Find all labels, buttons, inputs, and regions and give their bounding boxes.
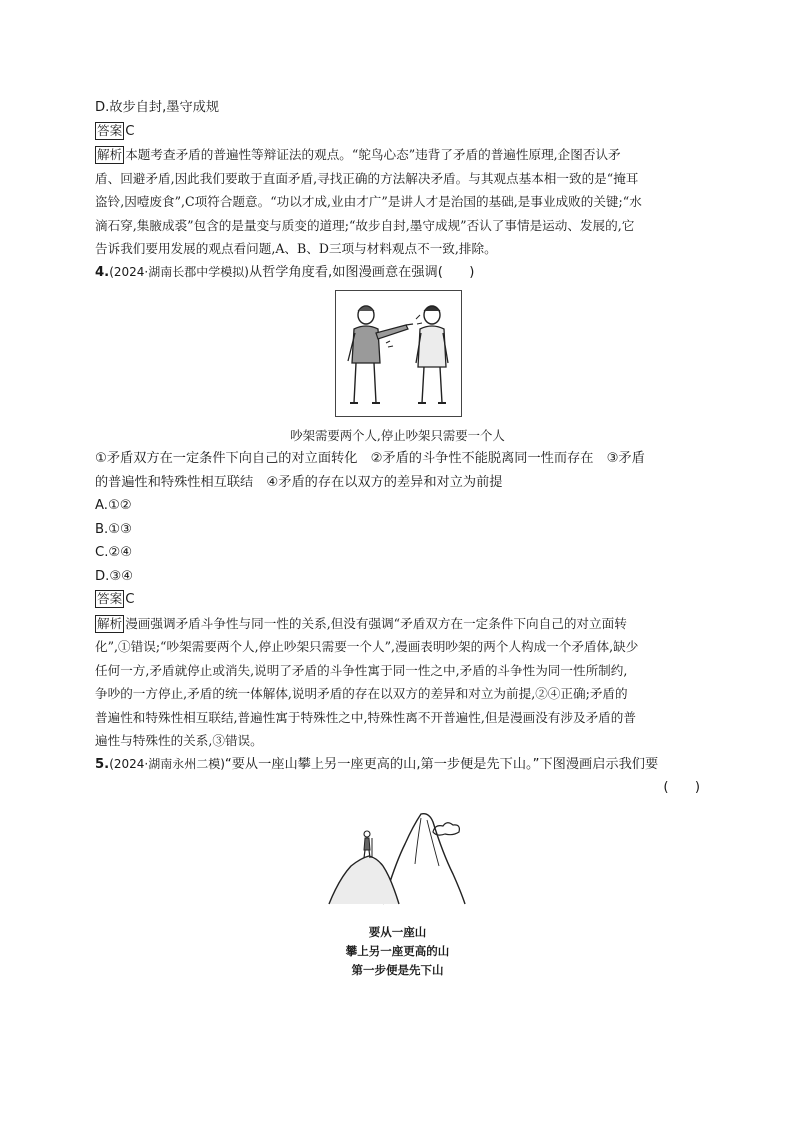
explanation-tag: 解析 <box>97 147 123 162</box>
cartoon-mountains <box>325 804 475 909</box>
question-text: “要从一座山攀上另一座更高的山,第一步便是先下山。”下图漫画启示我们要 <box>224 756 659 772</box>
answer-tag: 答案 <box>97 122 123 138</box>
document-page <box>95 96 700 980</box>
caption-line: 第一步便是先下山 <box>351 962 444 977</box>
q4-option-b: B.①③ <box>95 521 132 537</box>
q4-option-a: A.①② <box>95 498 132 513</box>
q5-stem <box>95 753 700 777</box>
answer-tag: 答案 <box>97 591 123 606</box>
cartoon-caption: 吵架需要两个人,停止吵架只需要一个人 <box>290 428 505 443</box>
expl-line: 争吵的一方停止,矛盾的统一体解体,说明矛盾的存在以双方的差异和对立为前提,②④正确;矛盾的 <box>95 686 628 701</box>
q4-explanation <box>95 612 700 753</box>
caption-line: 要从一座山 <box>368 924 427 939</box>
q3-answer <box>95 120 700 144</box>
expl-line: 滴石穿,集腋成裘”包含的是量变与质变的道理;“故步自封,墨守成规”否认了事情是运动、发展的,它 <box>95 217 635 233</box>
question-text: 从哲学角度看,如图漫画意在强调( ) <box>248 264 475 280</box>
answer-parentheses: ( ) <box>663 780 700 795</box>
q4-statement: ①矛盾双方在一定条件下向自己的对立面转化 ②矛盾的斗争性不能脱离同一性而存在 ③矛盾 <box>95 451 645 466</box>
cartoon-drawing <box>336 291 461 416</box>
question-number: 5. <box>95 756 110 772</box>
mountains-caption <box>95 923 700 980</box>
q4-option-c: C.②④ <box>95 545 133 560</box>
cartoon-two-men <box>335 290 462 417</box>
mountains-drawing <box>325 804 475 909</box>
expl-line: 盗铃,因噎废食”,C项符合题意。“功以才成,业由才广”是讲人才是治国的基础,是事业成败的关键;“水 <box>95 194 642 209</box>
q3-option-d: D.故步自封,墨守成规 <box>95 100 220 115</box>
expl-line: 遍性与特殊性的关系,③错误。 <box>95 733 263 748</box>
expl-line: 任何一方,矛盾就停止或消失,说明了矛盾的斗争性寓于同一性之中,矛盾的斗争性为同一性所制约, <box>95 662 628 678</box>
expl-line: 盾、回避矛盾,因此我们要敢于直面矛盾,寻找正确的方法解决矛盾。与其观点基本相一致的是“掩耳 <box>95 170 639 186</box>
answer-value: C <box>125 123 135 139</box>
q4-answer <box>95 588 700 612</box>
q4-stem <box>95 261 700 285</box>
answer-value: C <box>125 592 135 607</box>
q4-statement: 的普遍性和特殊性相互联结 ④矛盾的存在以双方的差异和对立为前提 <box>95 474 503 490</box>
question-number: 4. <box>95 264 110 280</box>
question-source: (2024·湖南永州二模) <box>109 756 225 771</box>
expl-line: 解析 本题考查矛盾的普遍性等辩证法的观点。“鸵鸟心态”违背了矛盾的普遍性原理,企图否认矛 <box>97 147 621 162</box>
expl-line: 普遍性和特殊性相互联结,普遍性寓于特殊性之中,特殊性离不开普遍性,但是漫画没有涉及矛盾的普 <box>95 709 636 725</box>
expl-line: 解析 漫画强调矛盾斗争性与同一性的关系,但没有强调“矛盾双方在一定条件下向自己的对立面转 <box>97 615 627 631</box>
q4-option-d: D.③④ <box>95 568 133 584</box>
caption-line: 攀上另一座更高的山 <box>345 943 450 958</box>
expl-line: 化”,①错误;“吵架需要两个人,停止吵架只需要一个人”,漫画表明吵架的两个人构成一个矛盾体,缺少 <box>95 639 639 654</box>
question-source: (2024·湖南长郡中学模拟) <box>109 264 249 279</box>
expl-line: 告诉我们要用发展的观点看问题,A、B、D三项与材料观点不一致,排除。 <box>95 241 497 256</box>
q3-explanation <box>95 143 700 261</box>
explanation-tag: 解析 <box>97 615 123 631</box>
